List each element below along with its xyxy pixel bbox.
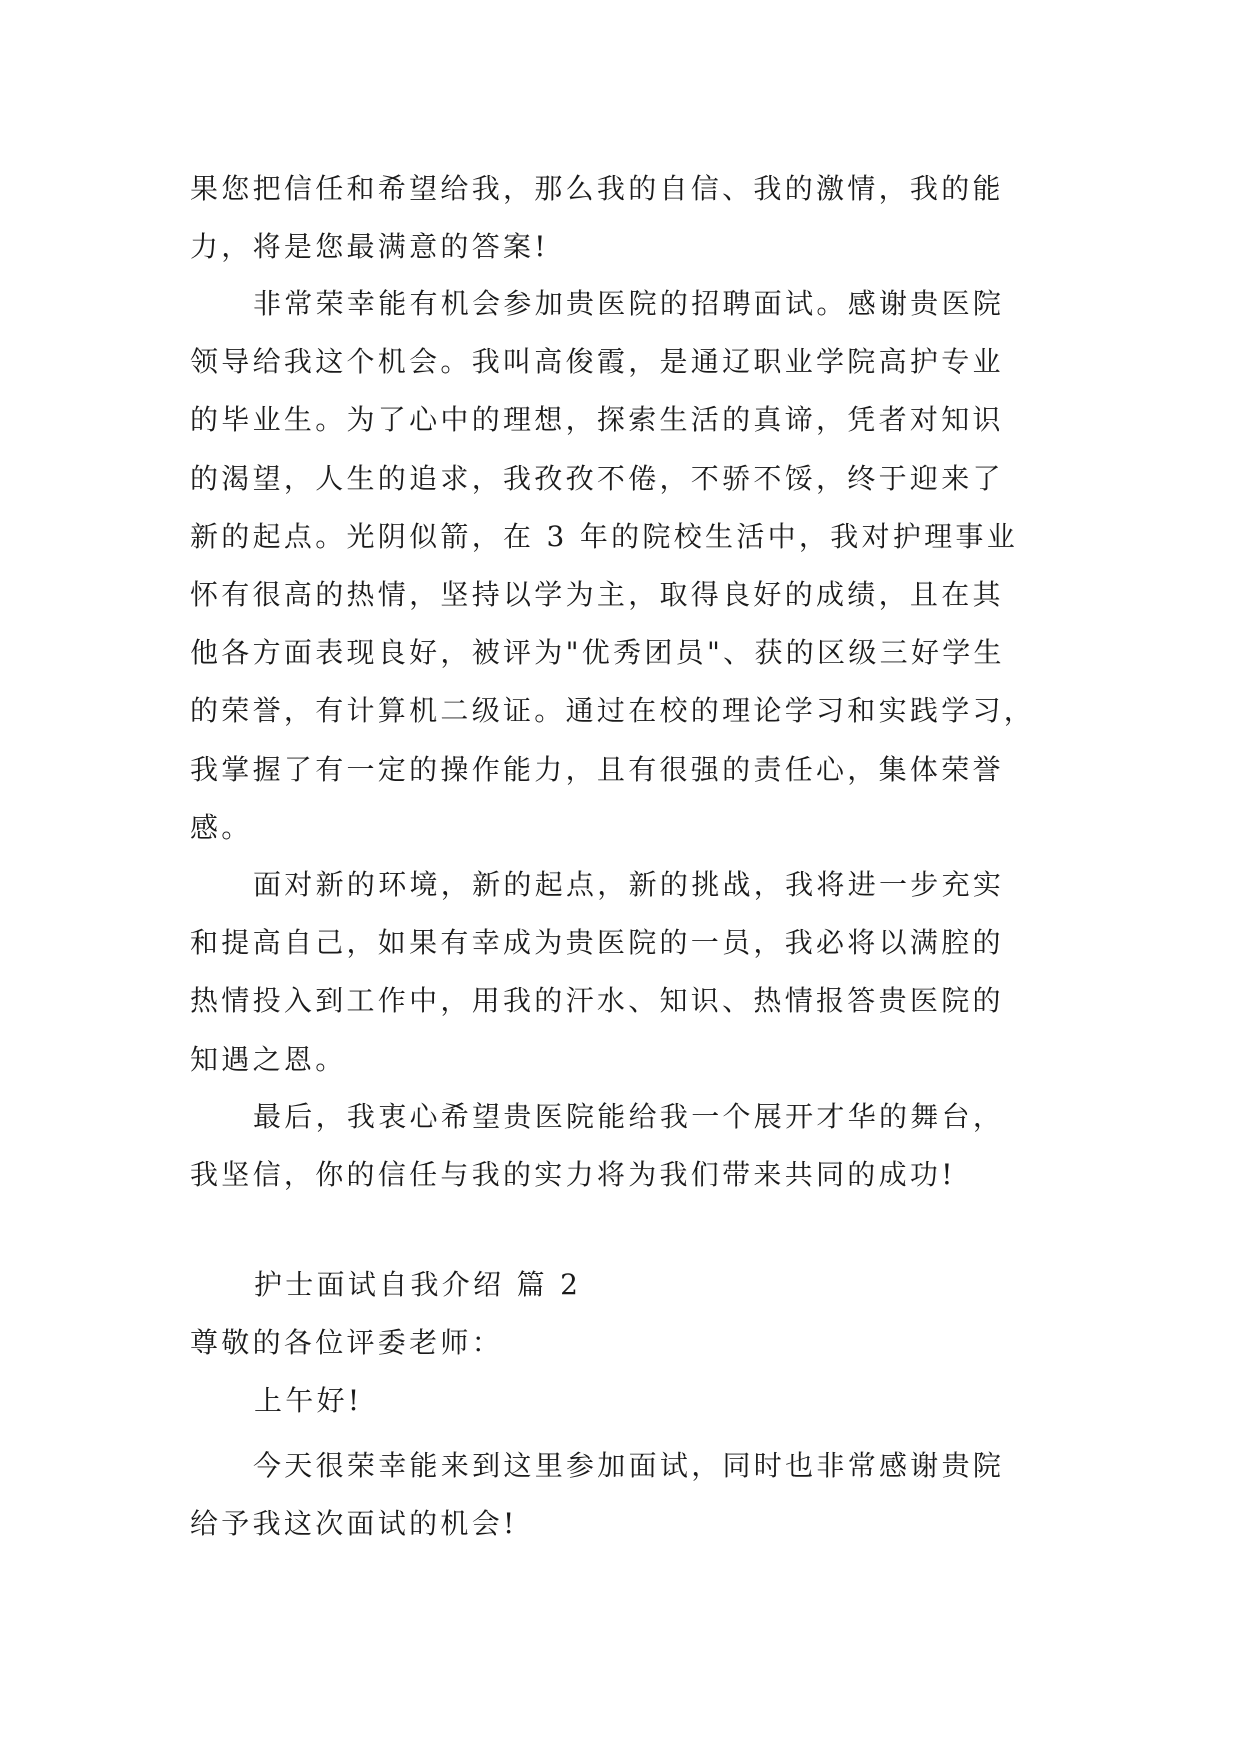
paragraph-line: 的毕业生。为了心中的理想，探索生活的真谛，凭者对知识: [190, 403, 1004, 437]
paragraph-line: 我掌握了有一定的操作能力，且有很强的责任心，集体荣誉: [190, 752, 1004, 786]
salutation: 尊敬的各位评委老师：: [190, 1326, 504, 1359]
paragraph-line: 知遇之恩。: [190, 1042, 347, 1076]
paragraph-line: 领导给我这个机会。我叫高俊霞，是通辽职业学院高护专业: [190, 345, 1004, 379]
paragraph-line: 的荣誉，有计算机二级证。通过在校的理论学习和实践学习，: [190, 694, 1036, 728]
paragraph-line: 面对新的环境，新的起点，新的挑战，我将进一步充实: [253, 868, 1005, 901]
opening-paragraph: [190, 1437, 1070, 1553]
paragraph-line: 的渴望，人生的追求，我孜孜不倦，不骄不馁，终于迎来了: [190, 461, 1004, 495]
paragraph-line: 怀有很高的热情，坚持以学为主，取得良好的成绩，且在其: [190, 578, 1004, 612]
closing-paragraph: [190, 1088, 1070, 1204]
paragraph-line: 他各方面表现良好，被评为"优秀团员"、获的区级三好学生: [190, 636, 1005, 670]
paragraph-line: 非常荣幸能有机会参加贵医院的招聘面试。感谢贵医院: [253, 287, 1005, 320]
continuation-paragraph: [190, 160, 1070, 276]
paragraph-line: 今天很荣幸能来到这里参加面试，同时也非常感谢贵院: [253, 1449, 1005, 1482]
intro-paragraph: [190, 275, 1070, 857]
paragraph-line: 新的起点。光阴似箭，在 3 年的院校生活中，我对护理事业: [190, 519, 1019, 553]
section-heading: 护士面试自我介绍 篇 2: [254, 1268, 582, 1301]
paragraph-line: 力，将是您最满意的答案!: [190, 230, 549, 264]
paragraph-line: 我坚信，你的信任与我的实力将为我们带来共同的成功!: [190, 1158, 956, 1192]
paragraph-line: 热情投入到工作中，用我的汗水、知识、热情报答贵医院的: [190, 984, 1004, 1018]
greeting: 上午好!: [254, 1384, 363, 1417]
future-paragraph: [190, 856, 1070, 1089]
paragraph-line: 感。: [190, 810, 253, 844]
paragraph-line: 给予我这次面试的机会!: [190, 1507, 518, 1541]
paragraph-line: 果您把信任和希望给我，那么我的自信、我的激情，我的能: [190, 172, 1004, 205]
paragraph-line: 和提高自己，如果有幸成为贵医院的一员，我必将以满腔的: [190, 926, 1004, 960]
paragraph-line: 最后，我衷心希望贵医院能给我一个展开才华的舞台，: [253, 1100, 1005, 1133]
